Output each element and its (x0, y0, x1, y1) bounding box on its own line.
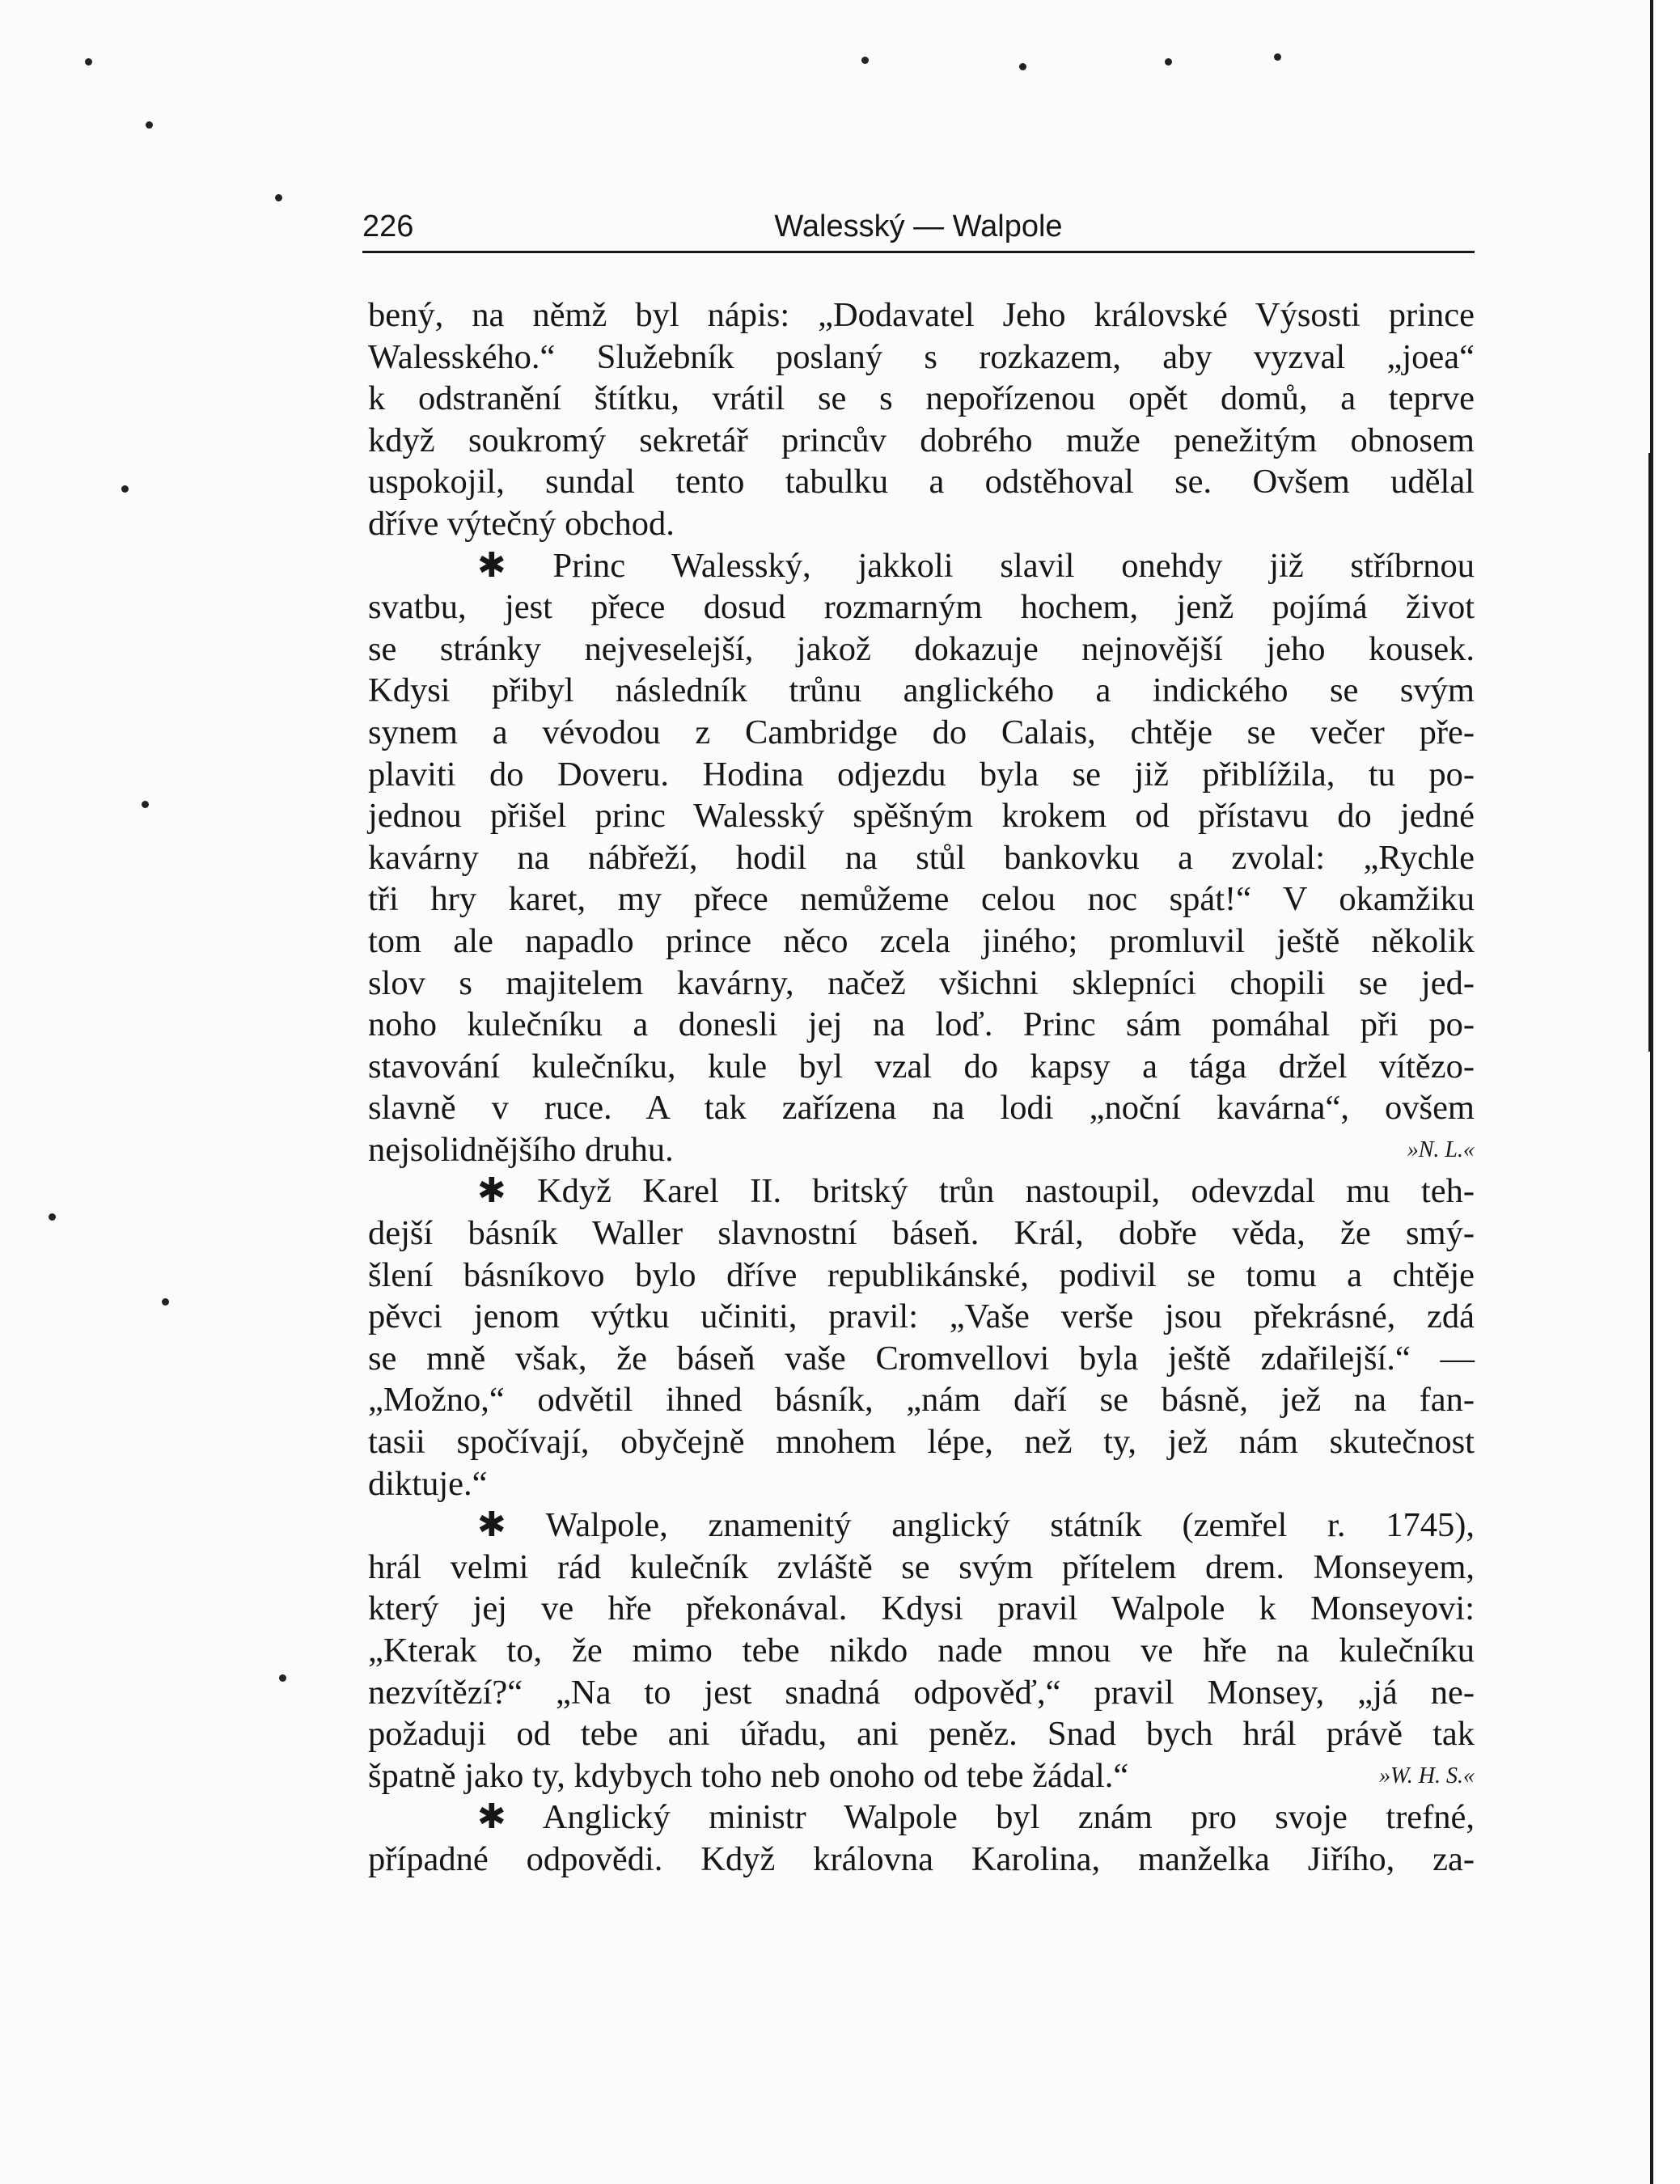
paragraph-end-line (368, 1755, 1475, 1797)
text-line: „Kterak to, že mimo tebe nikdo nade mnou ve hře na kulečníku (368, 1632, 1475, 1670)
text-line: k odstranění štítku, vrátil se s nepořízenou opět domů, a teprve (368, 379, 1475, 418)
scan-speck (861, 57, 869, 64)
text-line: když soukromý sekretář princův dobrého muže penežitým obnosem (368, 421, 1475, 459)
text-line: tři hry karet, my přece nemůžeme celou noc spát!“ V okamžiku (368, 880, 1475, 919)
text-line: noho kulečníku a donesli jej na loď. Princ sám pomáhal při po- (368, 1005, 1475, 1044)
scan-speck (85, 58, 92, 66)
paragraph-end-text: špatně jako ty, kdybych toho neb onoho od tebe žádal.“ (368, 1756, 1129, 1795)
text-line: slov s majitelem kavárny, načež všichni sklepníci chopili se jed- (368, 963, 1475, 1002)
running-header (362, 202, 1475, 253)
author-signature: »W. H. S.« (1379, 1763, 1475, 1788)
text-line: nezvítězí?“ „Na to jest snadná odpověď,“ pravil Monsey, „já ne- (368, 1673, 1475, 1712)
text-line: „Možno,“ odvětil ihned básník, „nám daří se básně, jež na fan- (368, 1381, 1475, 1420)
text-line: Kdysi přibyl následník trůnu anglického a indického se svým (368, 671, 1475, 710)
scan-speck (275, 194, 282, 201)
paragraph-end-text: nejsolidnějšího druhu. (368, 1130, 674, 1169)
text-line: uspokojil, sundal tento tabulku a odstěhoval se. Ovšem udělal (368, 463, 1475, 502)
anecdote-start-line: ✱ Anglický ministr Walpole byl znám pro svoje trefné, (477, 1798, 1475, 1837)
anecdote-start-line: ✱ Walpole, znamenitý anglický státník (zemřel r. 1745), (477, 1506, 1475, 1545)
scan-speck (1019, 63, 1026, 70)
page-body (368, 294, 1475, 1881)
scan-speck (146, 121, 153, 129)
anecdote-start-line: ✱ Princ Walesský, jakkoli slavil onehdy již stříbrnou (477, 546, 1475, 585)
scan-speck (142, 801, 149, 808)
scan-speck (49, 1213, 56, 1221)
text-line: požaduji od tebe ani úřadu, ani peněz. Snad bych hrál právě tak (368, 1715, 1475, 1754)
scan-edge (1650, 0, 1680, 2184)
text-line: plaviti do Doveru. Hodina odjezdu byla se již přiblížila, tu po- (368, 755, 1475, 794)
text-line: tom ale napadlo prince něco zcela jiného; promluvil ještě několik (368, 921, 1475, 960)
text-line: pěvci jenom výtku učiniti, pravil: „Vaše verše jsou překrásné, zdá (368, 1297, 1475, 1336)
paragraph-end-line: dříve výtečný obchod. (368, 504, 675, 543)
text-line: stavování kulečníku, kule byl vzal do kapsy a tága držel vítězo- (368, 1047, 1475, 1086)
text-line: svatbu, jest přece dosud rozmarným hochem, jenž pojímá život (368, 588, 1475, 627)
text-line: kavárny na nábřeží, hodil na stůl bankovku a zvolal: „Rychle (368, 838, 1475, 877)
paragraph-end-line: diktuje.“ (368, 1464, 488, 1503)
text-line: se stránky nejveselejší, jakož dokazuje nejnovější jeho kousek. (368, 629, 1475, 668)
scan-speck (1274, 53, 1281, 61)
scan-speck (1165, 58, 1172, 66)
page-number: 226 (362, 210, 414, 243)
running-title: Walesský — Walpole (774, 210, 1063, 243)
text-line: hrál velmi rád kulečník zvláště se svým přítelem drem. Monseyem, (368, 1547, 1475, 1586)
text-line: dejší básník Waller slavnostní báseň. Král, dobře věda, že smý- (368, 1214, 1475, 1253)
text-line: Walesského.“ Služebník poslaný s rozkazem, aby vyzval „joea“ (368, 337, 1475, 376)
anecdote-start-line: ✱ Když Karel II. britský trůn nastoupil, odevzdal mu teh- (477, 1172, 1475, 1211)
paragraph-end-line (368, 1129, 1475, 1171)
author-signature: »N. L.« (1407, 1136, 1475, 1162)
text-line: šlení básníkovo bylo dříve republikánské, podivil se tomu a chtěje (368, 1255, 1475, 1294)
text-line: slavně v ruce. A tak zařízena na lodi „noční kavárna“, ovšem (368, 1089, 1475, 1128)
text-line: bený, na němž byl nápis: „Dodavatel Jeho královské Výsosti prince (368, 296, 1475, 334)
text-line: se mně však, že báseň vaše Cromvellovi byla ještě zdařilejší.“ — (368, 1339, 1475, 1378)
text-line: případné odpovědi. Když královna Karolina, manželka Jiřího, za- (368, 1839, 1475, 1878)
scan-speck (279, 1674, 286, 1682)
text-line: synem a vévodou z Cambridge do Calais, chtěje se večer pře- (368, 713, 1475, 751)
text-line: jednou přišel princ Walesský spěšným krokem od přístavu do jedné (368, 797, 1475, 836)
scan-speck (162, 1298, 169, 1306)
text-line: tasii spočívají, obyčejně mnohem lépe, než ty, jež nám skutečnost (368, 1423, 1475, 1462)
scan-speck (121, 485, 129, 493)
text-line: který jej ve hře překonával. Kdysi pravil Walpole k Monseyovi: (368, 1589, 1475, 1628)
